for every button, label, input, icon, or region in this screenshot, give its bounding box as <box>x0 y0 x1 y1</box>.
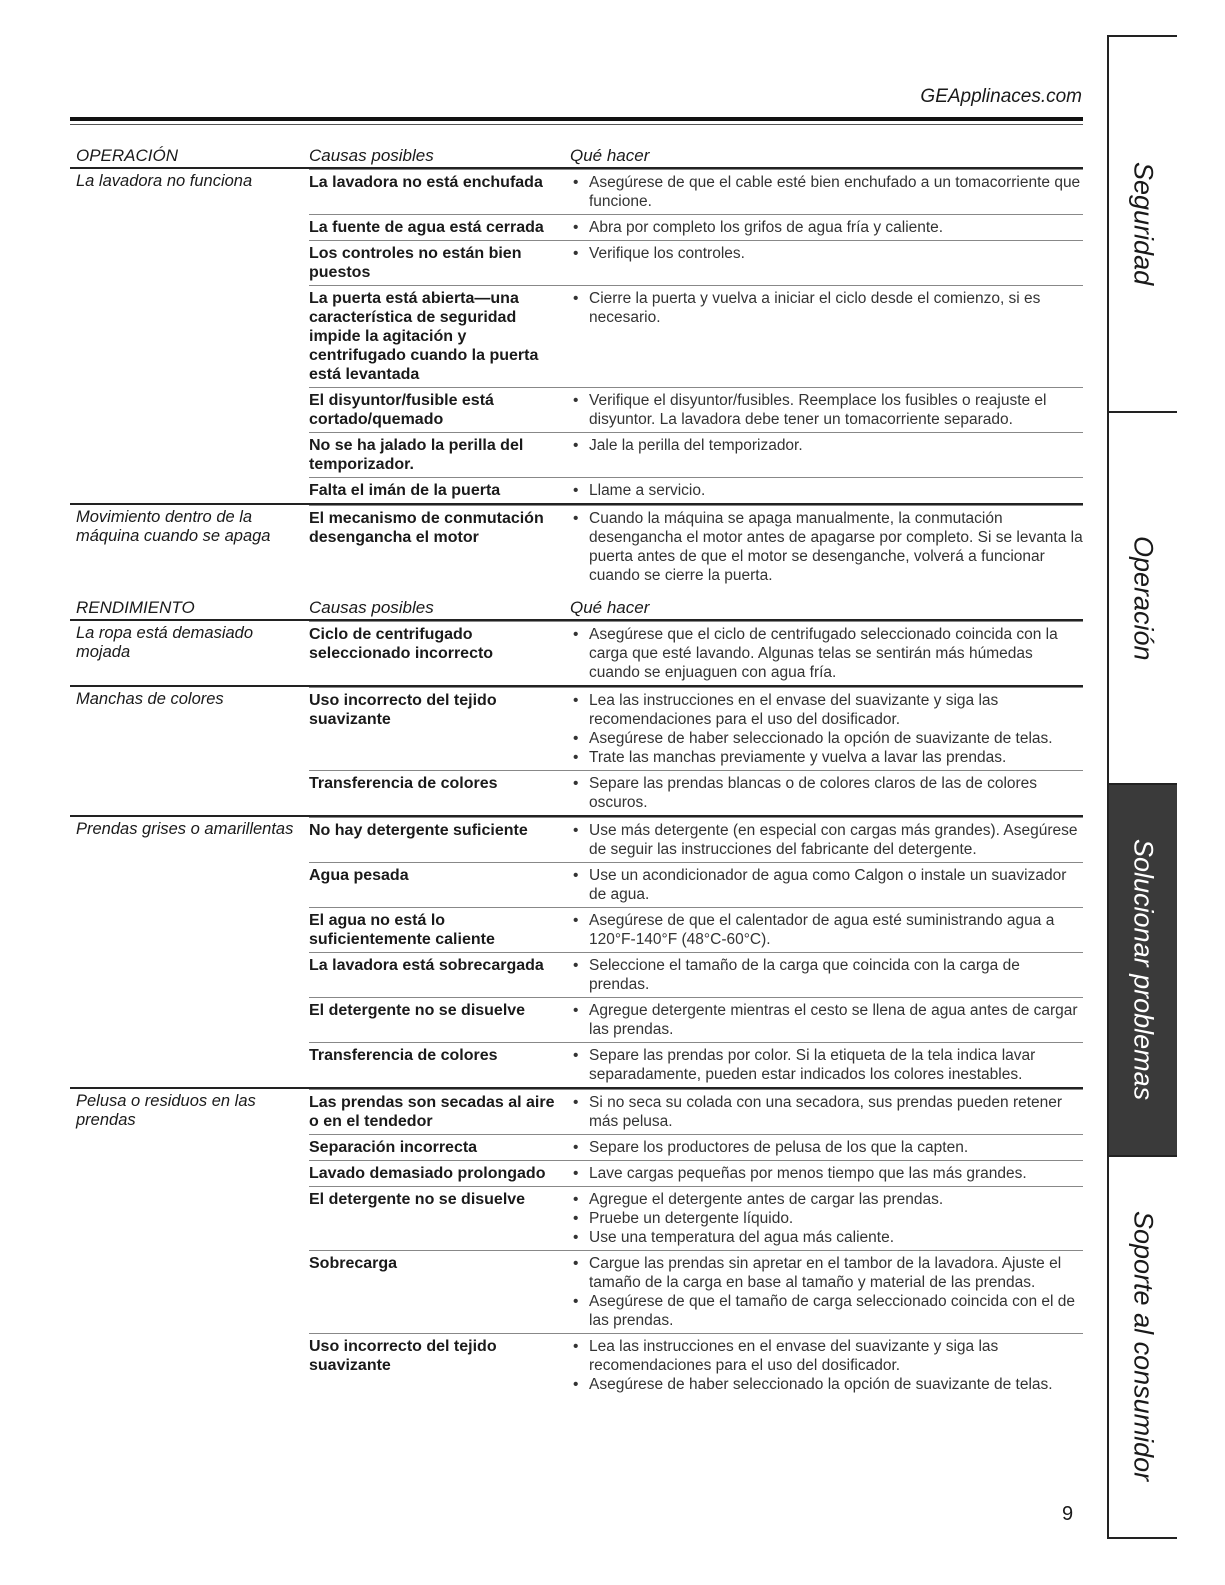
website-url: GEApplinaces.com <box>920 86 1082 107</box>
actions <box>570 1164 1083 1183</box>
cause-row <box>309 169 1083 214</box>
tab-label: Seguridad <box>1128 162 1159 286</box>
problem-label: La lavadora no funciona <box>76 172 253 190</box>
tab-seguridad[interactable] <box>1109 37 1177 413</box>
action-item: • Agregue el detergente antes de cargar las prendas. <box>570 1190 1083 1209</box>
action-item: • Separe las prendas blancas o de colores claros de las de colores oscuros. <box>570 774 1083 812</box>
cause-row <box>309 505 1083 588</box>
action-item: • Cierre la puerta y vuelva a iniciar el ciclo desde el comienzo, si es necesario. <box>570 289 1083 327</box>
action-item: • Llame a servicio. <box>570 481 1083 500</box>
cause-label: La fuente de agua está cerrada <box>309 219 544 236</box>
actions <box>570 173 1083 211</box>
action-item: • Agregue detergente mientras el cesto se llena de agua antes de cargar las prendas. <box>570 1001 1083 1039</box>
cause-label: Agua pesada <box>309 867 409 884</box>
cause-row <box>309 1042 1083 1087</box>
cause-label: El detergente no se disuelve <box>309 1002 526 1019</box>
actions <box>570 1046 1083 1084</box>
action-item: • Asegúrese de haber seleccionado la opción de suavizante de telas. <box>570 729 1083 748</box>
action-item: • Asegúrese de que el tamaño de carga seleccionado coincida con el de las prendas. <box>570 1292 1083 1330</box>
column-header-actions: Qué hacer <box>570 146 650 165</box>
cause-row <box>309 997 1083 1042</box>
problem-row <box>70 1087 1083 1397</box>
cause-label: Los controles no están bien puestos <box>309 245 522 281</box>
cause-row <box>309 477 1083 503</box>
section-tabs <box>1107 35 1177 1539</box>
action-item: • Abra por completo los grifos de agua fría y caliente. <box>570 218 1083 237</box>
problem-label: Manchas de colores <box>76 690 224 708</box>
cause-row <box>309 907 1083 952</box>
actions <box>570 625 1083 682</box>
action-item: • Pruebe un detergente líquido. <box>570 1209 1083 1228</box>
action-item: • Lea las instrucciones en el envase del suavizante y siga las recomendaciones para el uso del dosificador. <box>570 691 1083 729</box>
cause-label: El agua no está lo suficientemente caliente <box>309 912 495 948</box>
cause-row <box>309 1333 1083 1397</box>
actions <box>570 866 1083 904</box>
cause-row <box>309 285 1083 387</box>
problem-label: La ropa está demasiado mojada <box>76 624 254 661</box>
cause-label: El mecanismo de conmutación desengancha el motor <box>309 510 544 546</box>
action-item: • Jale la perilla del temporizador. <box>570 436 1083 455</box>
problem-row <box>70 621 1083 685</box>
action-item: • Si no seca su colada con una secadora, sus prendas pueden retener más pelusa. <box>570 1093 1083 1131</box>
actions <box>570 1093 1083 1131</box>
problem-row <box>70 685 1083 815</box>
tab-label: Solucionar problemas <box>1128 839 1159 1101</box>
action-item: • Cargue las prendas sin apretar en el tambor de la lavadora. Ajuste el tamaño de la carga en base al tamaño y material de las prendas. <box>570 1254 1083 1292</box>
action-item: • Asegúrese de haber seleccionado la opción de suavizante de telas. <box>570 1375 1083 1394</box>
actions <box>570 911 1083 949</box>
action-item: • Verifique los controles. <box>570 244 1083 263</box>
actions <box>570 821 1083 859</box>
cause-label: Las prendas son secadas al aire o en el tendedor <box>309 1094 555 1130</box>
section-title: RENDIMIENTO <box>76 598 195 617</box>
tab-operacion[interactable] <box>1109 413 1177 785</box>
cause-row <box>309 952 1083 997</box>
action-item: • Separe las prendas por color. Si la etiqueta de la tela indica lavar separadamente, pueden estar indicados los colores inestables. <box>570 1046 1083 1084</box>
actions <box>570 509 1083 585</box>
actions <box>570 218 1083 237</box>
cause-label: Transferencia de colores <box>309 775 498 792</box>
actions <box>570 1254 1083 1330</box>
page-number: 9 <box>1062 1503 1074 1525</box>
problem-label: Movimiento dentro de la máquina cuando se apaga <box>76 508 271 545</box>
action-item: • Use más detergente (en especial con cargas más grandes). Asegúrese de seguir las instrucciones del fabricante del detergente. <box>570 821 1083 859</box>
action-item: • Asegúrese de que el cable esté bien enchufado a un tomacorriente que funcione. <box>570 173 1083 211</box>
actions <box>570 391 1083 429</box>
action-item: • Trate las manchas previamente y vuelva a lavar las prendas. <box>570 748 1083 767</box>
actions <box>570 436 1083 455</box>
section-header <box>70 588 1083 621</box>
cause-label: Separación incorrecta <box>309 1139 478 1156</box>
cause-label: Sobrecarga <box>309 1255 398 1272</box>
actions <box>570 1337 1083 1394</box>
cause-row <box>309 1134 1083 1160</box>
action-item: • Lave cargas pequeñas por menos tiempo que las más grandes. <box>570 1164 1083 1183</box>
action-item: • Lea las instrucciones en el envase del suavizante y siga las recomendaciones para el uso del dosificador. <box>570 1337 1083 1375</box>
cause-row <box>309 687 1083 770</box>
cause-row <box>309 817 1083 862</box>
actions <box>570 1001 1083 1039</box>
action-item: • Verifique el disyuntor/fusibles. Reemplace los fusibles o reajuste el disyuntor. La lavadora debe tener un tomacorriente separado. <box>570 391 1083 429</box>
troubleshooting-table <box>70 136 1083 1397</box>
cause-label: Lavado demasiado prolongado <box>309 1165 546 1182</box>
action-item: • Separe los productores de pelusa de los que la capten. <box>570 1138 1083 1157</box>
actions <box>570 289 1083 327</box>
actions <box>570 481 1083 500</box>
cause-row <box>309 1186 1083 1250</box>
cause-label: No se ha jalado la perilla del temporizador. <box>309 437 524 473</box>
action-item: • Seleccione el tamaño de la carga que coincida con la carga de prendas. <box>570 956 1083 994</box>
cause-row <box>309 1089 1083 1134</box>
cause-row <box>309 862 1083 907</box>
cause-row <box>309 1160 1083 1186</box>
cause-label: El detergente no se disuelve <box>309 1191 526 1208</box>
cause-label: El disyuntor/fusible está cortado/quemado <box>309 392 494 428</box>
tab-label: Operación <box>1128 535 1159 661</box>
cause-label: La lavadora está sobrecargada <box>309 957 544 974</box>
column-header-actions: Qué hacer <box>570 598 650 617</box>
cause-label: Uso incorrecto del tejido suavizante <box>309 692 497 728</box>
header-rule-thin <box>70 124 1083 125</box>
cause-label: Uso incorrecto del tejido suavizante <box>309 1338 497 1374</box>
cause-row <box>309 770 1083 815</box>
cause-label: Falta el imán de la puerta <box>309 482 501 499</box>
actions <box>570 1138 1083 1157</box>
cause-row <box>309 621 1083 685</box>
actions <box>570 956 1083 994</box>
problem-row <box>70 815 1083 1087</box>
tab-soporte-al-consumidor[interactable] <box>1109 1157 1177 1535</box>
action-item: • Asegúrese de que el calentador de agua esté suministrando agua a 120°F-140°F (48°C-60°C). <box>570 911 1083 949</box>
cause-row <box>309 1250 1083 1333</box>
tab-solucionar-problemas[interactable] <box>1109 785 1177 1157</box>
problem-label: Prendas grises o amarillentas <box>76 820 294 838</box>
cause-row <box>309 214 1083 240</box>
actions <box>570 244 1083 263</box>
section-header <box>70 136 1083 169</box>
action-item: • Use una temperatura del agua más caliente. <box>570 1228 1083 1247</box>
action-item: • Use un acondicionador de agua como Calgon o instale un suavizador de agua. <box>570 866 1083 904</box>
action-item: • Asegúrese que el ciclo de centrifugado seleccionado coincida con la carga que esté lavando. Algunas telas se sentirán más húmedas cuando se enjuaguen con agua fría. <box>570 625 1083 682</box>
tab-label: Soporte al consumidor <box>1128 1210 1159 1482</box>
cause-label: No hay detergente suficiente <box>309 822 528 839</box>
actions <box>570 774 1083 812</box>
cause-row <box>309 387 1083 432</box>
cause-label: Ciclo de centrifugado seleccionado incorrecto <box>309 626 494 662</box>
column-header-causes: Causas posibles <box>309 598 434 617</box>
column-header-causes: Causas posibles <box>309 146 434 165</box>
cause-label: La lavadora no está enchufada <box>309 174 543 191</box>
cause-row <box>309 432 1083 477</box>
problem-row <box>70 503 1083 588</box>
actions <box>570 691 1083 767</box>
cause-label: La puerta está abierta—una característica de seguridad impide la agitación y centrifugado cuando la puerta está levantada <box>309 290 539 383</box>
cause-label: Transferencia de colores <box>309 1047 498 1064</box>
problem-label: Pelusa o residuos en las prendas <box>76 1092 256 1129</box>
actions <box>570 1190 1083 1247</box>
action-item: • Cuando la máquina se apaga manualmente, la conmutación desengancha el motor antes de apagarse por completo. Si se levanta la puerta antes de que el motor se desenganche, volverá a funcionar cuando se cierre la puerta. <box>570 509 1083 585</box>
cause-row <box>309 240 1083 285</box>
problem-row <box>70 169 1083 503</box>
header-rule <box>70 117 1083 121</box>
section-title: OPERACIÓN <box>76 146 179 165</box>
